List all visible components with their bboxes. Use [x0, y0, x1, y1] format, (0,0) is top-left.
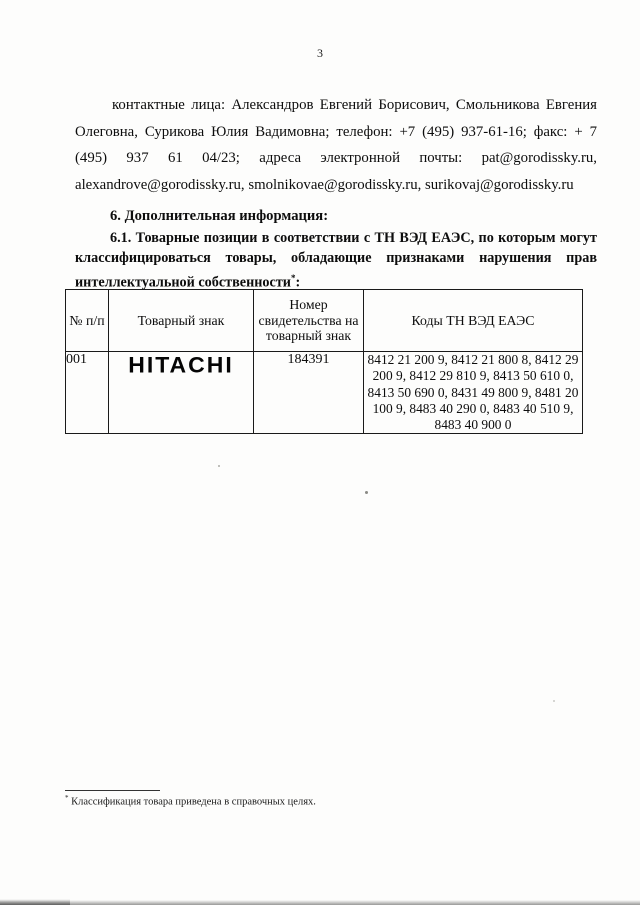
footnote-body: Классификация товара приведена в справочных целях. — [71, 796, 316, 808]
scan-artifact-dot — [553, 700, 555, 702]
cell-row-number: 001 — [66, 352, 109, 434]
hitachi-logo: HITACHI — [128, 352, 234, 378]
subheading-text: 6.1. Товарные позиции в соответствии с ТН ВЭД ЕАЭС, по которым могут классифицироваться товары, обладающие признаками нарушения прав интеллектуальной собственности — [75, 230, 597, 291]
table-row — [66, 352, 583, 434]
table-header-row — [66, 290, 583, 352]
footnote-rule — [65, 790, 160, 791]
footnote — [65, 790, 545, 808]
header-tnved-codes: Коды ТН ВЭД ЕАЭС — [364, 290, 583, 352]
subheading-colon: : — [295, 274, 301, 291]
footnote-ref: * — [65, 794, 69, 802]
goods-table — [65, 289, 583, 434]
scan-corner-smudge — [0, 899, 70, 905]
cell-certificate-number: 184391 — [254, 352, 364, 434]
section-subheading — [75, 228, 597, 293]
header-trademark: Товарный знак — [109, 290, 254, 352]
scan-artifact-dot — [218, 465, 220, 467]
scan-artifact-dot — [365, 491, 368, 494]
document-content — [75, 92, 597, 293]
scan-edge — [0, 900, 640, 905]
page-number: 3 — [317, 46, 323, 60]
contacts-paragraph: контактные лица: Александров Евгений Борисович, Смольникова Евгения Олеговна, Сурикова Юлия Вадимовна; телефон: +7 (495) 937-61-16; факс: + 7 (495) 937 61 04/23; адреса электронной почты: pat@gorodissky.ru, alexandrove@gorodissky.ru, smolnikovae@gorodissky.ru, surikovaj@gorodissky.ru — [75, 97, 597, 193]
section-heading: 6. Дополнительная информация: — [110, 208, 329, 224]
cell-trademark — [109, 352, 254, 434]
header-certificate-number: Номер свидетельства на товарный знак — [254, 290, 364, 352]
footnote-text — [65, 794, 545, 808]
header-row-number: № п/п — [66, 290, 109, 352]
footnote-reference-mark: * — [290, 273, 296, 283]
cell-tnved-codes: 8412 21 200 9, 8412 21 800 8, 8412 29 200 9, 8412 29 810 9, 8413 50 610 0, 8413 50 690 0, 8431 49 800 9, 8481 20 100 9, 8483 40 290 0, 8483 40 510 9, 8483 40 900 0 — [364, 352, 583, 434]
